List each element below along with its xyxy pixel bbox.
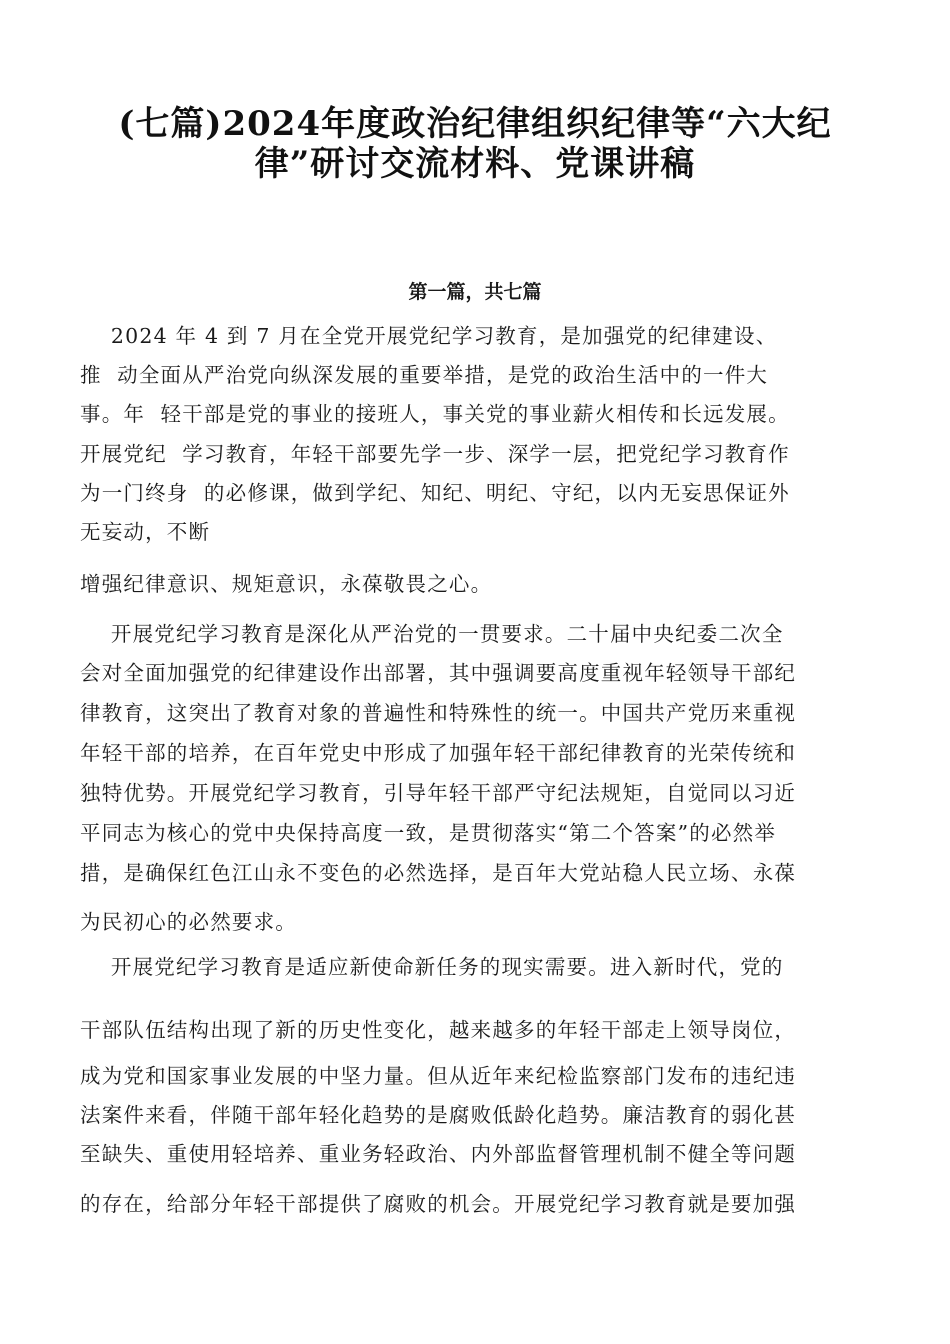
section-heading: 第一篇，共七篇 [408,281,542,303]
body-line: 成为党和国家事业发展的中坚力量。但从近年来纪检监察部门发布的违纪违 [80,1064,797,1088]
body-line: 开展党纪学习教育是深化从严治党的一贯要求。二十届中央纪委二次全 [80,622,784,646]
body-line: 措，是确保红色江山永不变色的必然选择，是百年大党站稳人民立场、永葆 [80,861,797,885]
body-line: 年轻干部的培养，在百年党史中形成了加强年轻干部纪律教育的光荣传统和 [80,741,797,765]
body-line: 平同志为核心的党中央保持高度一致，是贯彻落实“第二个答案”的必然举 [80,821,777,845]
body-line: 会对全面加强党的纪律建设作出部署，其中强调要高度重视年轻领导干部纪 [80,661,797,685]
body-line: 律教育，这突出了教育对象的普遍性和特殊性的统一。中国共产党历来重视 [80,701,797,725]
body-line: 事。年 轻干部是党的事业的接班人，事关党的事业薪火相传和长远发展。 [80,402,790,426]
body-line: 推 动全面从严治党向纵深发展的重要举措，是党的政治生活中的一件大 [80,363,769,387]
body-line: 的存在，给部分年轻干部提供了腐败的机会。开展党纪学习教育就是要加强 [80,1192,797,1216]
document-title-line-2: 律”研讨交流材料、党课讲稿 [254,144,696,184]
body-line: 开展党纪学习教育是适应新使命新任务的现实需要。进入新时代，党的 [80,955,784,979]
body-line: 无妄动，不断 [80,520,211,544]
body-line: 2024 年 4 到 7 月在全党开展党纪学习教育，是加强党的纪律建设、 [80,324,778,348]
body-line: 法案件来看，伴随干部年轻化趋势的是腐败低龄化趋势。廉洁教育的弱化甚 [80,1103,797,1127]
body-line: 为民初心的必然要求。 [80,910,297,934]
document-title-line-1: (七篇)2024年度政治纪律组织纪律等“六大纪 [118,104,832,144]
body-line: 为一门终身 的必修课，做到学纪、知纪、明纪、守纪，以内无妄思保证外 [80,481,790,505]
body-line: 干部队伍结构出现了新的历史性变化，越来越多的年轻干部走上领导岗位， [80,1018,797,1042]
body-line: 增强纪律意识、规矩意识，永葆敬畏之心。 [80,572,493,596]
body-line: 至缺失、重使用轻培养、重业务轻政治、内外部监督管理机制不健全等问题 [80,1142,797,1166]
body-line: 独特优势。开展党纪学习教育，引导年轻干部严守纪法规矩，自觉同以习近 [80,781,797,805]
body-line: 开展党纪 学习教育，年轻干部要先学一步、深学一层，把党纪学习教育作 [80,442,790,466]
